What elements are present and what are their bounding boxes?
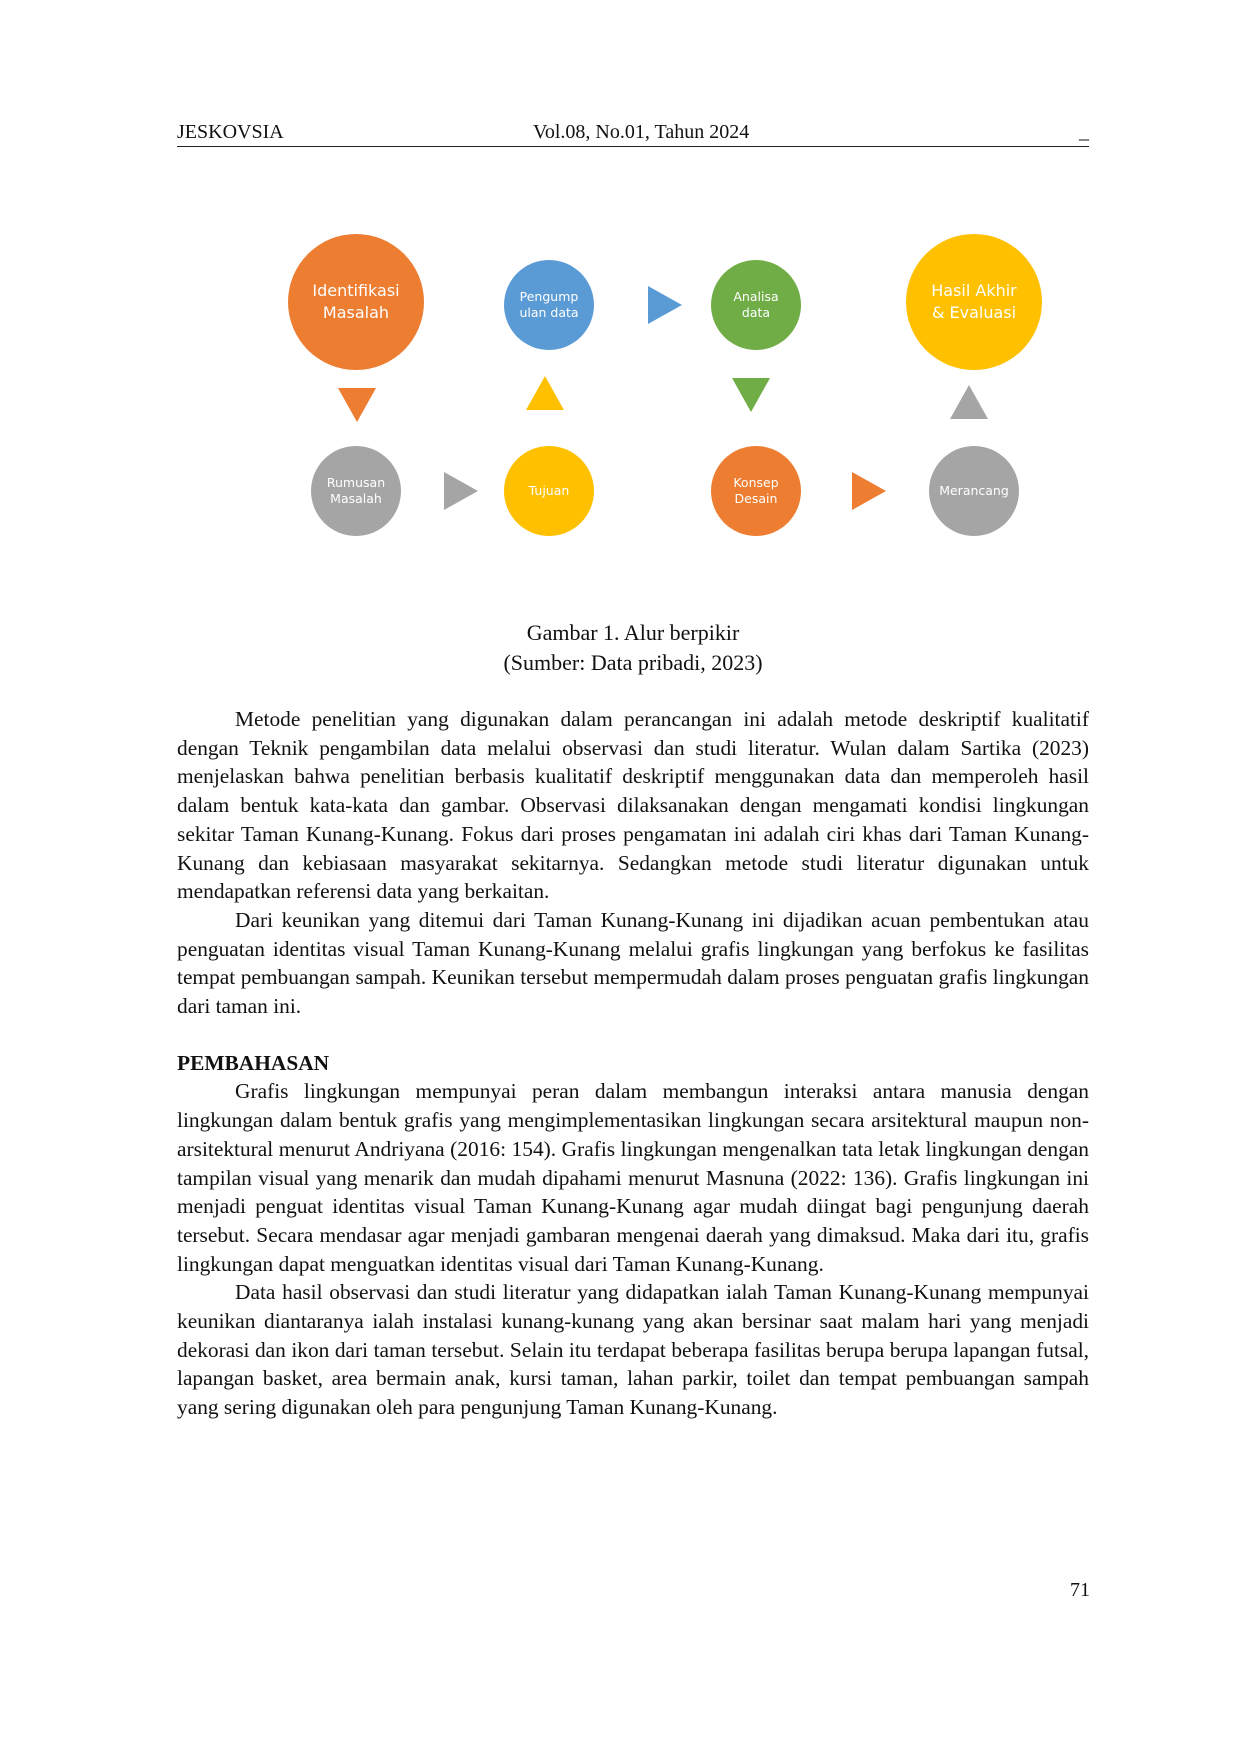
node-merancang [929,446,1019,536]
caption-source: (Sumber: Data pribadi, 2023) [503,650,763,675]
node-label: Merancang [939,483,1009,498]
node-label: Identifikasi Masalah [312,281,400,322]
arrow-right-pengumpulan-to-analisa [648,286,682,324]
node-label: Analisa data [733,289,779,320]
node-identifikasi-masalah [288,234,424,370]
node-label: Konsep Desain [733,475,779,506]
caption-title: Gambar 1. Alur berpikir [526,620,740,645]
running-header [177,120,1089,147]
node-hasil-akhir-evaluasi [906,234,1042,370]
node-tujuan [504,446,594,536]
paragraph-grafis-lingkungan: Grafis lingkungan mempunyai peran dalam membangun interaksi antara manusia dengan lingkungan dalam bentuk grafis yang mengimplementasikan lingkungan secara arsitektural maupun non-arsitektural menurut Andriyana (2016: 154). Grafis lingkungan mengenalkan tata letak lingkungan dengan tampilan visual yang menarik dan mudah dipahami menurut Masnuna (2022: 136). Grafis lingkungan ini menjadi penguat identitas visual Taman Kunang-Kunang agar mudah diingat bagi pengunjung daerah tersebut. Secara mendasar agar menjadi gambaran mengenai daerah yang dimaksud. Maka dari itu, grafis lingkungan dapat menguatkan identitas visual dari Taman Kunang-Kunang. [177,1079,1089,1276]
journal-name: JESKOVSIA [177,121,284,143]
arrow-up-tujuan-to-pengumpulan [526,376,564,410]
arrow-right-konsep-to-merancang [852,472,886,510]
article-body [177,705,1089,1422]
node-konsep-desain [711,446,801,536]
node-label: Rumusan Masalah [326,475,386,506]
node-rumusan-masalah [311,446,401,536]
node-label: Hasil Akhir & Evaluasi [931,281,1017,322]
section-heading: PEMBAHASAN [177,1050,330,1075]
paragraph-data-hasil: Data hasil observasi dan studi literatur yang didapatkan ialah Taman Kunang-Kunang mempunyai keunikan diantaranya ialah instalasi kunang-kunang yang akan bersinar saat malam hari yang menjadi dekorasi dan ikon dari taman tersebut. Selain itu terdapat beberapa fasilitas berupa berupa lapangan futsal, lapangan basket, area bermain anak, kursi taman, lahan parkir, toilet dan tempat pembuangan sampah yang sering digunakan oleh para pengunjung Taman Kunang-Kunang. [177,1280,1089,1420]
paragraph-keunikan: Dari keunikan yang ditemui dari Taman Kunang-Kunang ini dijadikan acuan pembentukan atau penguatan identitas visual Taman Kunang-Kunang melalui grafis lingkungan yang berfokus ke fasilitas tempat pembuangan sampah. Keunikan tersebut mempermudah dalam proses penguatan grafis lingkungan dari taman ini. [177,907,1089,1019]
node-pengumpulan-data [504,260,594,350]
journal-volume: Vol.08, No.01, Tahun 2024 [533,121,750,143]
arrow-down-analisa-to-konsep [732,378,770,412]
arrow-up-merancang-to-hasil [950,385,988,419]
node-label: Pengump ulan data [519,289,579,320]
arrow-down-identifikasi-to-rumusan [338,388,376,422]
page-number: 71 [1070,1579,1090,1601]
node-label: Tujuan [528,483,570,498]
figure-caption [177,618,1089,678]
arrow-right-rumusan-to-tujuan [444,472,478,510]
paragraph-metode: Metode penelitian yang digunakan dalam perancangan ini adalah metode deskriptif kualitatif dengan Teknik pengambilan data melalui observasi dan studi literatur. Wulan dalam Sartika (2023) menjelaskan bahwa penelitian berbasis kualitatif deskriptif menggunakan data dan memperoleh hasil dalam bentuk kata-kata dan gambar. Observasi dilaksanakan dengan mengamati kondisi lingkungan sekitar Taman Kunang-Kunang. Fokus dari proses pengamatan ini adalah ciri khas dari Taman Kunang-Kunang dan kebiasaan masyarakat sekitarnya. Sedangkan metode studi literatur digunakan untuk mendapatkan referensi data yang berkaitan. [177,707,1089,904]
flow-diagram [270,220,1050,550]
node-analisa-data [711,260,801,350]
header-end-mark: _ [1079,121,1089,143]
